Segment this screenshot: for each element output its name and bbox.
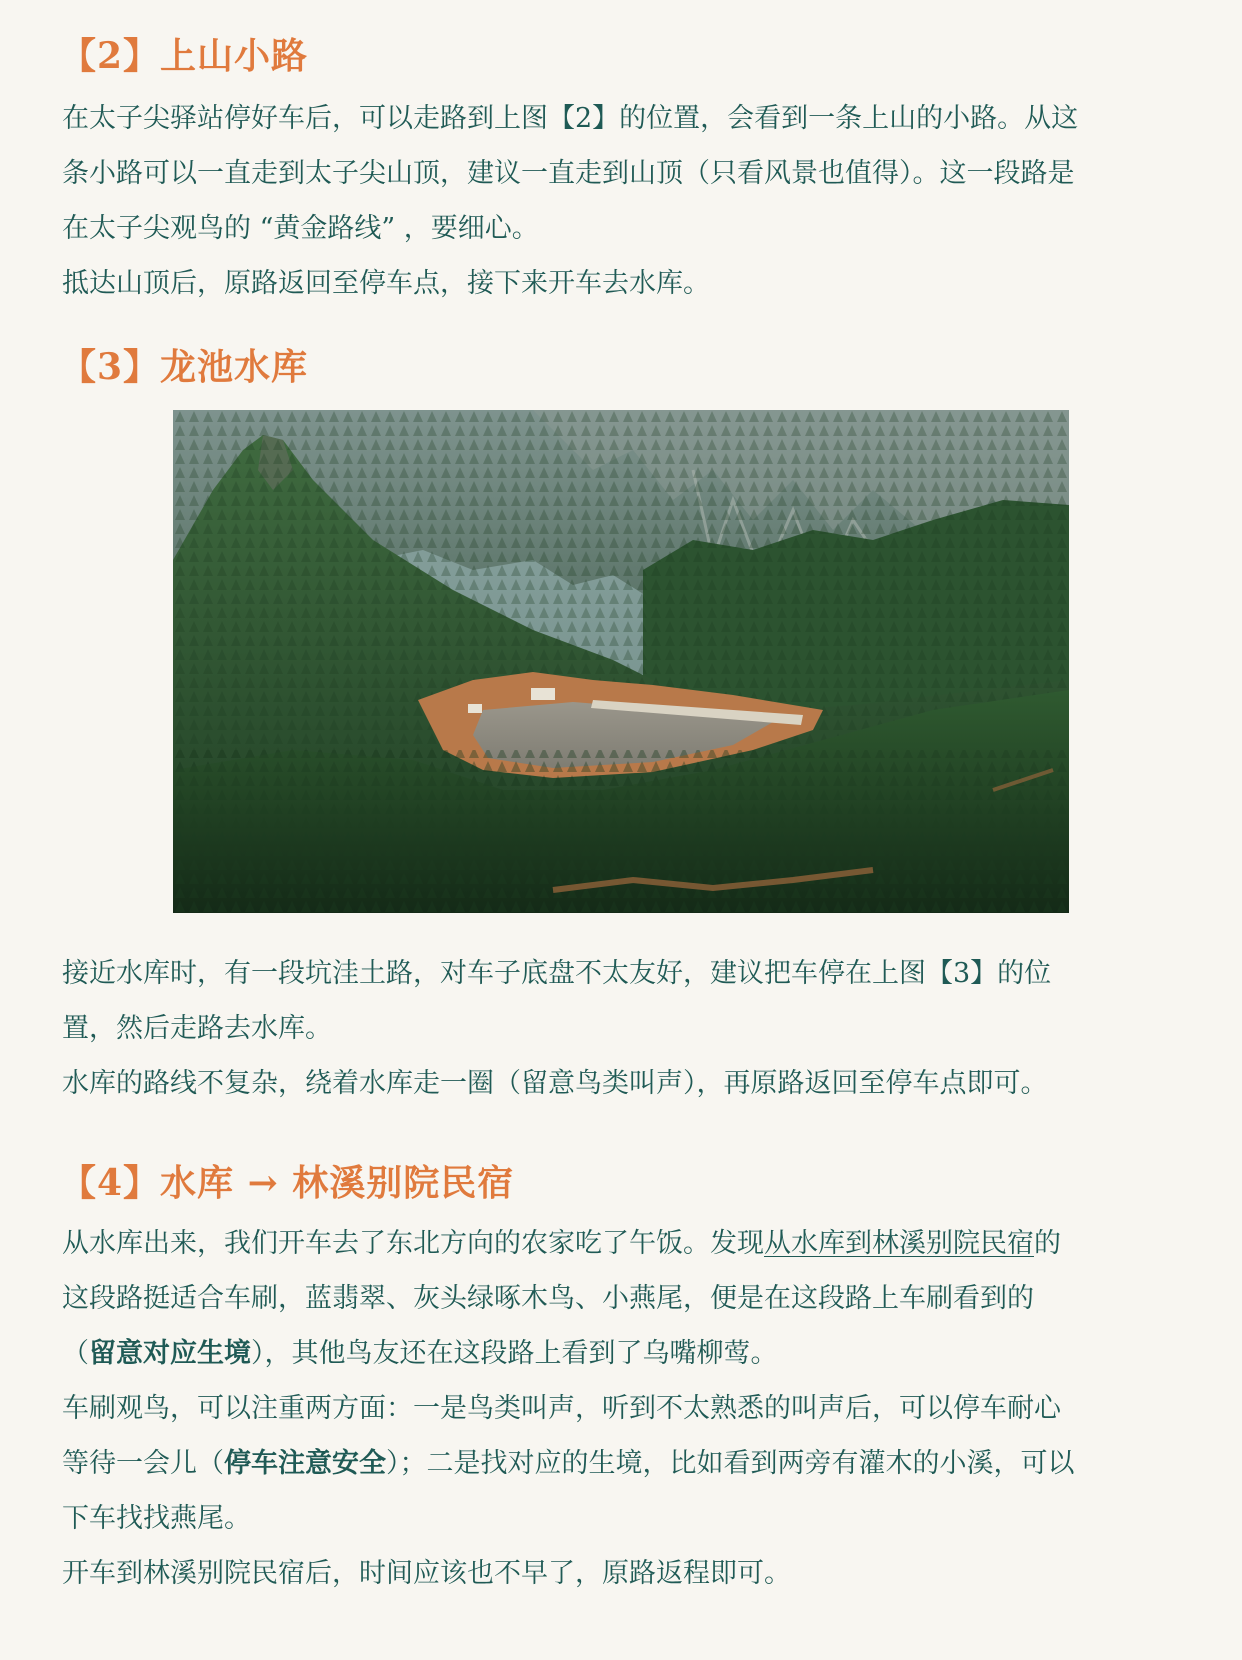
section-4-line-1-end: 的: [1034, 1228, 1061, 1259]
safety-tip: 停车注意安全: [224, 1448, 386, 1479]
section-2-line-4: 抵达山顶后，原路返回至停车点，接下来开车去水库。: [62, 268, 710, 299]
section-3-body: [62, 946, 1182, 1111]
section-4-line-5: [62, 1436, 1182, 1491]
section-4-line-5-text: 等待一会儿（: [62, 1448, 224, 1479]
section-3-line-2: 置，然后走路去水库。: [62, 1013, 332, 1044]
section-2-line-2: 条小路可以一直走到太子尖山顶，建议一直走到山顶（只看风景也值得）。这一段路是: [62, 158, 1075, 189]
section-3-line-3: 水库的路线不复杂，绕着水库走一圈（留意鸟类叫声），再原路返回至停车点即可。: [62, 1068, 1048, 1099]
section-4-line-6: 下车找找燕尾。: [62, 1503, 251, 1534]
section-4-line-2: 这段路挺适合车刷，蓝翡翠、灰头绿啄木鸟、小燕尾，便是在这段路上车刷看到的: [62, 1283, 1034, 1314]
section-4-line-1: [62, 1216, 1182, 1271]
section-4-body: [62, 1216, 1182, 1601]
section-2-line-1: 在太子尖驿站停好车后，可以走路到上图【2】的位置，会看到一条上山的小路。从这: [62, 103, 1079, 134]
section-4-line-1-text: 从水库出来，我们开车去了东北方向的农家吃了午饭。发现: [62, 1228, 764, 1259]
section-4-line-3-text: ），其他鸟友还在这段路上看到了乌嘴柳莺。: [251, 1338, 778, 1369]
habitat-tip: 留意对应生境: [89, 1338, 251, 1369]
reservoir-photo: [173, 410, 1069, 913]
section-3-title: 【3】龙池水库: [60, 346, 309, 388]
section-3-line-1: 接近水库时，有一段坑洼土路，对车子底盘不太友好，建议把车停在上图【3】的位: [62, 958, 1052, 989]
section-4-line-3: [62, 1326, 1182, 1381]
route-link[interactable]: 从水库到林溪别院民宿: [764, 1228, 1034, 1259]
section-2-body: [62, 91, 1182, 311]
section-4-line-5-end: ）；二是找对应的生境，比如看到两旁有灌木的小溪，可以: [386, 1448, 1075, 1479]
section-4-title: 【4】水库 → 林溪别院民宿: [60, 1162, 515, 1204]
section-4-line-3-open: （: [62, 1338, 89, 1369]
section-4-line-4: 车刷观鸟，可以注重两方面：一是鸟类叫声，听到不太熟悉的叫声后，可以停车耐心: [62, 1393, 1061, 1424]
section-2-line-3: 在太子尖观鸟的 “黄金路线” ，要细心。: [62, 213, 539, 244]
section-4-line-7: 开车到林溪别院民宿后，时间应该也不早了，原路返程即可。: [62, 1558, 791, 1589]
section-2-title: 【2】上山小路: [60, 35, 309, 77]
